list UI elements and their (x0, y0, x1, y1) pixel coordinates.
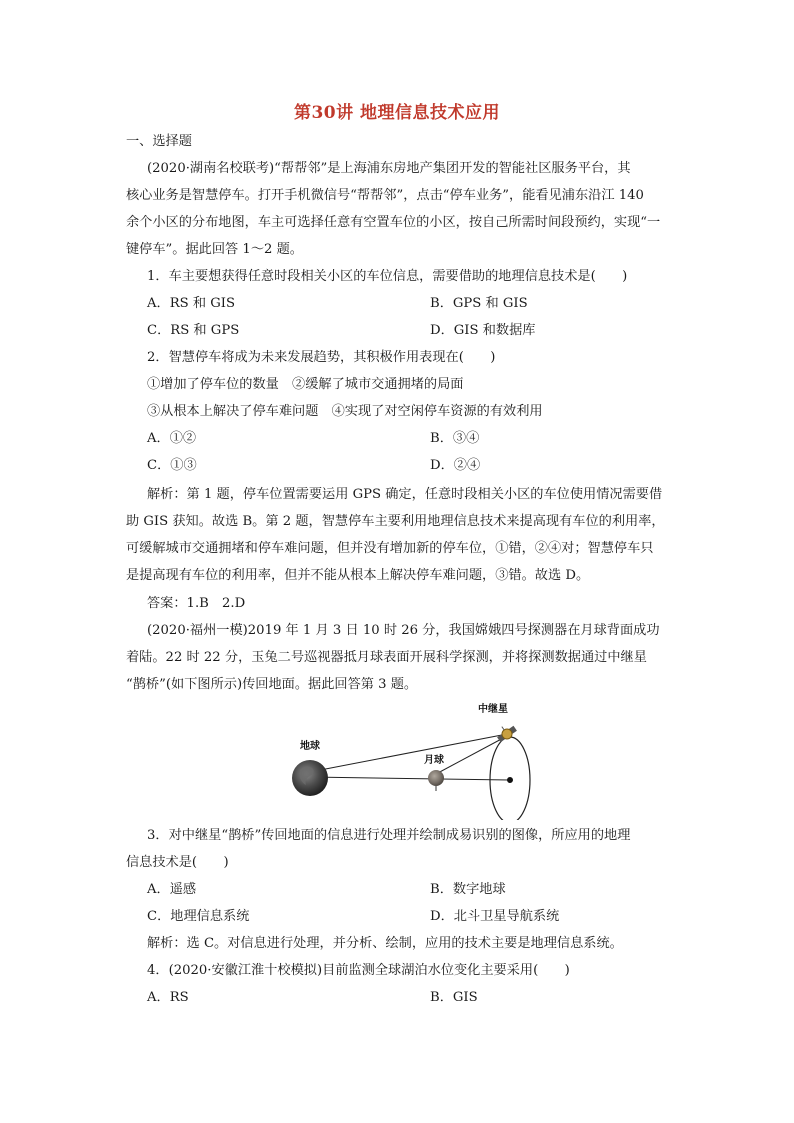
page-title: 第30讲 地理信息技术应用 (293, 103, 501, 123)
question-2-option-b: B．③④ (430, 431, 480, 446)
moon-relay-line (436, 736, 507, 774)
question-1-option-d: D．GIS 和数据库 (430, 323, 536, 338)
earth-moon-line (310, 777, 510, 780)
earth-globe (292, 760, 328, 796)
question-1-option-a: A．RS 和 GIS (147, 296, 236, 311)
question-1-option-c: C．RS 和 GPS (147, 323, 240, 338)
moon-label: 月球 (424, 755, 444, 766)
question-2-statements: ①增加了停车位的数量 ②缓解了城市交通拥堵的局面 (147, 377, 464, 392)
earth-label: 地球 (300, 741, 320, 752)
analysis-line: 解析：第 1 题，停车位置需要运用 GPS 确定，任意时段相关小区的车位使用情况需要借 (147, 487, 663, 502)
question-1-option-b: B．GPS 和 GIS (430, 296, 528, 311)
earth-relay-line (310, 734, 507, 772)
section-heading: 一、选择题 (126, 134, 192, 149)
analysis-line: 是提高现有车位的利用率，但并不能从根本上解决停车难问题，③错。故选 D。 (126, 568, 590, 583)
analysis-line: 助 GIS 获知。故选 B。第 2 题，智慧停车主要利用地理信息技术来提高现有车位的利用率， (126, 514, 665, 529)
question-4-stem: 4．(2020·安徽江淮十校模拟)目前监测全球湖泊水位变化主要采用( ) (147, 963, 570, 978)
question-4-option-a: A．RS (147, 990, 189, 1005)
answer-line: 答案：1.B 2.D (147, 596, 246, 611)
question-3-stem: 3．对中继星“鹊桥”传回地面的信息进行处理并绘制成易识别的图像，所应用的地理 (147, 828, 631, 843)
orbit-center-dot (507, 777, 513, 783)
question-1-stem: 1．车主要想获得任意时段相关小区的车位信息，需要借助的地理信息技术是( ) (147, 269, 628, 284)
analysis-3-line: 解析：选 C。对信息进行处理，并分析、绘制，应用的技术主要是地理信息系统。 (147, 936, 623, 951)
question-2-option-d: D．②④ (430, 458, 481, 473)
relay-label: 中继星 (478, 704, 508, 715)
intro2-line: “鹊桥”(如下图所示)传回地面。据此回答第 3 题。 (126, 677, 418, 692)
intro2-line: (2020·福州一模)2019 年 1 月 3 日 10 时 26 分，我国嫦娥四号探测器在月球背面成功 (147, 623, 660, 638)
analysis-line: 可缓解城市交通拥堵和停车难问题，但并没有增加新的停车位，①错，②④对；智慧停车只 (126, 541, 654, 556)
question-2-stem: 2．智慧停车将成为未来发展趋势，其积极作用表现在( ) (147, 350, 496, 365)
intro1-line: 键停车”。据此回答 1～2 题。 (126, 242, 303, 257)
intro2-line: 着陆。22 时 22 分，玉兔二号巡视器抵月球表面开展科学探测，并将探测数据通过中继星 (126, 650, 647, 665)
question-3-stem: 信息技术是( ) (126, 855, 229, 870)
question-3-option-a: A．遥感 (147, 882, 197, 897)
earth-moon-relay-diagram (288, 700, 538, 820)
question-2-option-a: A．①② (147, 431, 197, 446)
question-3-option-c: C．地理信息系统 (147, 909, 250, 924)
question-3-option-b: B．数字地球 (430, 882, 506, 897)
intro1-line: (2020·湖南名校联考)“帮帮邻”是上海浦东房地产集团开发的智能社区服务平台，其 (147, 161, 631, 176)
intro1-line: 核心业务是智慧停车。打开手机微信号“帮帮邻”，点击“停车业务”，能看见浦东沿江 140 (126, 188, 644, 203)
question-3-option-d: D．北斗卫星导航系统 (430, 909, 560, 924)
question-2-option-c: C．①③ (147, 458, 197, 473)
relay-satellite-icon (494, 721, 518, 744)
question-4-option-b: B．GIS (430, 990, 478, 1005)
moon-globe (428, 770, 444, 786)
question-2-statements: ③从根本上解决了停车难问题 ④实现了对空闲停车资源的有效利用 (147, 404, 543, 419)
intro1-line: 余个小区的分布地图，车主可选择任意有空置车位的小区，按自己所需时间段预约，实现“一 (126, 215, 661, 230)
